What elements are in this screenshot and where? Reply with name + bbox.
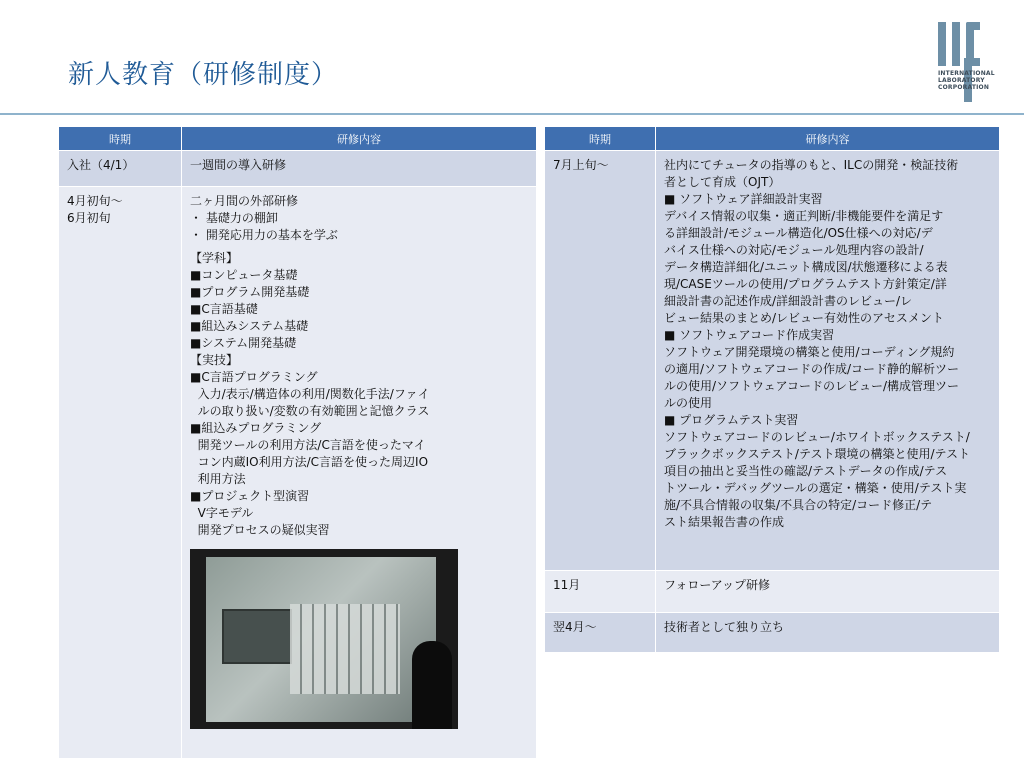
content-intro: 二ヶ月間の外部研修 ・ 基礎力の棚卸 ・ 開発応用力の基本を学ぶ [190, 194, 338, 242]
left-training-table [58, 126, 537, 759]
content-cell [182, 187, 537, 759]
company-logo [938, 22, 1004, 91]
content-cell: フォローアップ研修 [656, 571, 1000, 613]
table-row [545, 151, 1000, 571]
period-cell: 翌4月～ [545, 613, 656, 653]
content-detail: 【学科】 ■コンピュータ基礎 ■プログラム開発基礎 ■C言語基礎 ■組込みシステム基礎 ■システム開発基礎 【実技】 ■C言語プログラミング 入力/表示/構造体の利用/関数化手法/ファイ ルの取り扱い/変数の有効範囲と記憶クラス ■組込みプログラミング 開発ツールの利用方法/C言語を使ったマイ コン内蔵IO利用方法/C言語を使った周辺IO 利用方法 ■プロジェクト型演習 V字モデル 開発プロセスの疑似実習 [190, 251, 430, 537]
right-training-table [544, 126, 1000, 653]
presenter-figure [412, 641, 452, 729]
keyboard-image [290, 604, 400, 694]
header-period: 時期 [545, 127, 656, 151]
right-table-header [545, 127, 1000, 151]
content-cell: 技術者として独り立ち [656, 613, 1000, 653]
circuit-board-image [222, 609, 292, 664]
period-cell: 4月初旬～ 6月初旬 [59, 187, 182, 759]
period-cell: 11月 [545, 571, 656, 613]
header-content: 研修内容 [182, 127, 537, 151]
table-row [545, 571, 1000, 613]
header-content: 研修内容 [656, 127, 1000, 151]
left-table-header [59, 127, 537, 151]
content-cell: 社内にてチュータの指導のもと、ILCの開発・検証技術 者として育成（OJT） ■ ソフトウェア詳細設計実習 デバイス情報の収集・適正判断/非機能要件を満足す る詳細設計/モジュール構造化/OS仕様への対応/デ バイス仕様への対応/モジュール処理内容の設計/ データ構造詳細化/ユニット構成図/状態遷移による表 現/CASEツールの使用/プログラムテスト方針策定/詳 細設計書の記述作成/詳細設計書のレビュー/レ ビュー結果のまとめ/レビュー有効性のアセスメント ■ ソフトウェアコード作成実習 ソフトウェア開発環境の構築と使用/コーディング規約 の適用/ソフトウェアコードの作成/コード静的解析ツー ルの使用/ソフトウェアコードのレビュー/構成管理ツー ルの使用 ■ プログラムテスト実習 ソフトウェアコードのレビュー/ホワイトボックステスト/ ブラックボックステスト/テスト環境の構築と使用/テスト 項目の抽出と妥当性の確認/テストデータの作成/テス トツール・デバッグツールの選定・構築・使用/テスト実 施/不具合情報の収集/不具合の特定/コード修正/テ スト結果報告書の作成 [656, 151, 1000, 571]
logo-mark [938, 22, 1004, 66]
logo-text: INTERNATIONAL LABORATORY CORPORATION [938, 70, 995, 91]
header-period: 時期 [59, 127, 182, 151]
page-title: 新人教育（研修制度） [68, 60, 339, 90]
period-cell: 7月上旬～ [545, 151, 656, 571]
period-cell: 入社（4/1） [59, 151, 182, 187]
content-cell: 一週間の導入研修 [182, 151, 537, 187]
table-row [59, 187, 537, 759]
title-divider [0, 113, 1024, 115]
table-row [545, 613, 1000, 653]
table-row [59, 151, 537, 187]
training-photo [190, 549, 458, 729]
